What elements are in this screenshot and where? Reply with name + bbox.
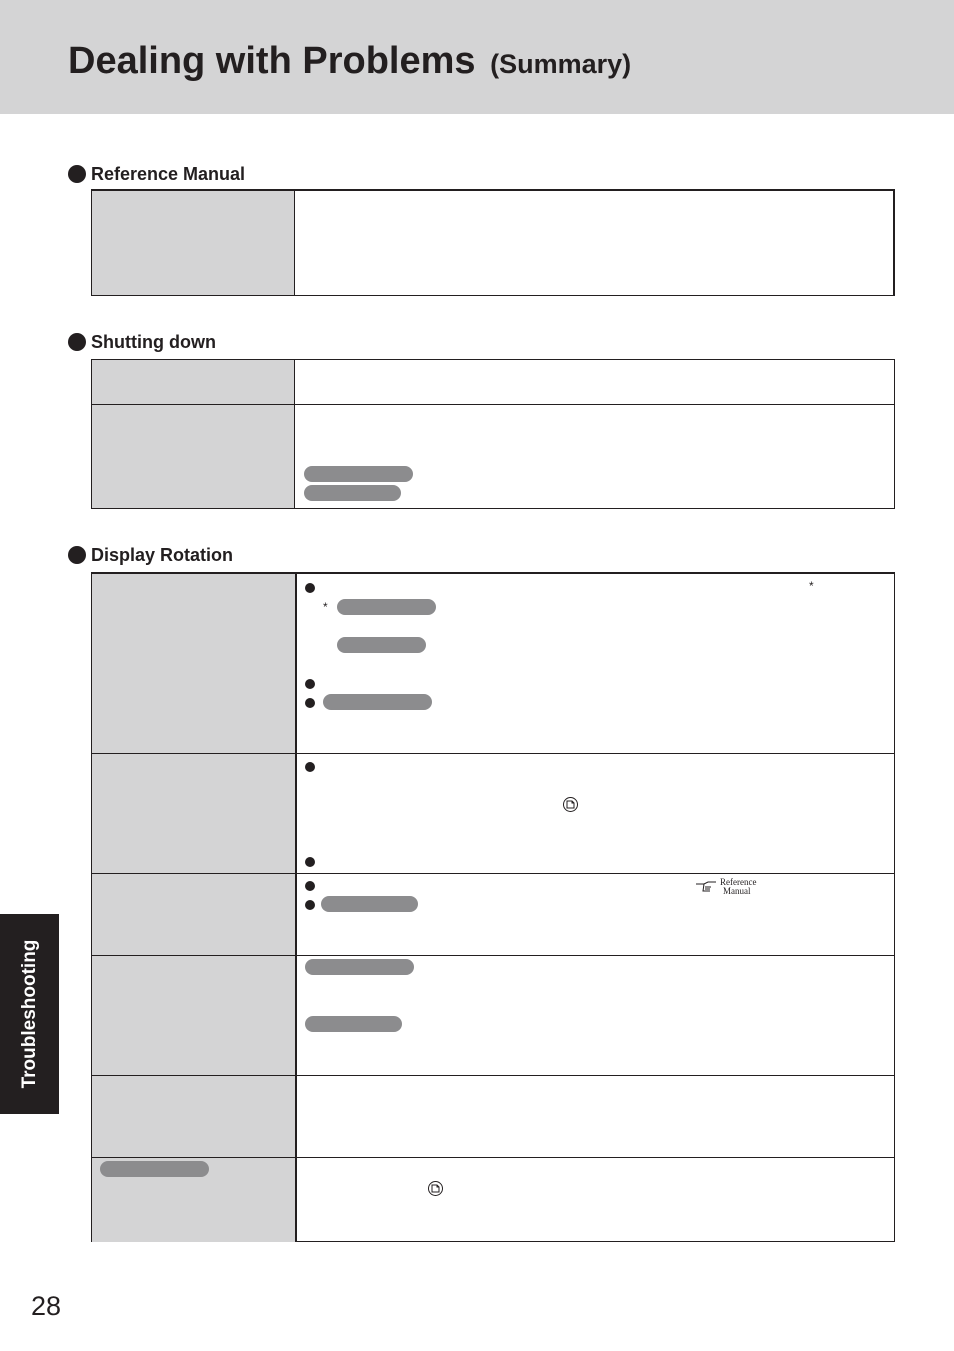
page-title-main: Dealing with Problems (68, 40, 476, 82)
asterisk-marker: * (323, 600, 328, 614)
table-content-cell (297, 1158, 894, 1242)
table-label-cell (92, 191, 295, 295)
table-row (92, 404, 894, 508)
redacted-text-pill (100, 1161, 209, 1177)
pen-input-icon (428, 1181, 443, 1196)
page-title-subtitle: (Summary) (490, 49, 632, 79)
redacted-text-pill (337, 599, 436, 615)
table-label-cell (92, 874, 297, 955)
redacted-text-pill (305, 1016, 402, 1032)
section-heading-label: Reference Manual (91, 163, 246, 184)
table-row (92, 955, 894, 1076)
section-heading-reference-manual (68, 163, 245, 185)
reference-manual-table (91, 189, 895, 296)
page-number: 28 (31, 1291, 62, 1321)
table-label-cell (92, 956, 297, 1076)
table-content-cell (295, 191, 893, 295)
table-row (92, 1075, 894, 1158)
redacted-text-pill (337, 637, 426, 653)
table-content-cell (295, 360, 894, 405)
side-tab-troubleshooting (0, 914, 59, 1114)
table-row (92, 360, 894, 405)
bullet-icon (68, 333, 86, 351)
pointing-hand-icon (695, 881, 717, 893)
table-row (92, 1157, 894, 1242)
section-heading-shutting-down (68, 331, 216, 353)
section-heading-label: Display Rotation (91, 544, 234, 565)
table-label-cell (92, 405, 295, 508)
bullet-icon (68, 546, 86, 564)
pen-input-icon (563, 797, 578, 812)
section-heading-label: Shutting down (91, 331, 216, 352)
table-label-cell (92, 754, 297, 873)
table-row (92, 753, 894, 873)
table-label-cell (92, 574, 297, 754)
bullet-icon (68, 165, 86, 183)
table-content-cell (295, 405, 894, 508)
redacted-text-pill (304, 466, 413, 482)
reference-manual-label: Reference Manual (720, 877, 757, 896)
table-content-cell (297, 1076, 894, 1158)
side-tab-label: Troubleshooting (18, 939, 40, 1089)
section-heading-display-rotation (68, 544, 233, 566)
table-row (92, 574, 894, 754)
redacted-text-pill (321, 896, 418, 912)
bullet-icon (305, 762, 315, 772)
table-content-cell (297, 956, 894, 1076)
display-rotation-table (91, 572, 895, 1242)
bullet-icon (305, 881, 315, 891)
table-content-cell (297, 874, 894, 955)
bullet-icon (305, 857, 315, 867)
redacted-text-pill (304, 485, 401, 501)
table-label-cell (92, 1158, 297, 1242)
table-content-cell (297, 754, 894, 873)
redacted-text-pill (305, 959, 414, 975)
table-label-cell (92, 1076, 297, 1158)
reference-manual-icon (695, 878, 756, 896)
table-content-cell (297, 574, 894, 754)
bullet-icon (305, 679, 315, 689)
table-row (92, 191, 893, 295)
page-title (68, 40, 631, 83)
shutting-down-table (91, 359, 895, 509)
bullet-icon (305, 583, 315, 593)
bullet-icon (305, 900, 315, 910)
table-row (92, 873, 894, 955)
asterisk-marker: * (809, 579, 814, 593)
redacted-text-pill (323, 694, 432, 710)
table-label-cell (92, 360, 295, 405)
bullet-icon (305, 698, 315, 708)
